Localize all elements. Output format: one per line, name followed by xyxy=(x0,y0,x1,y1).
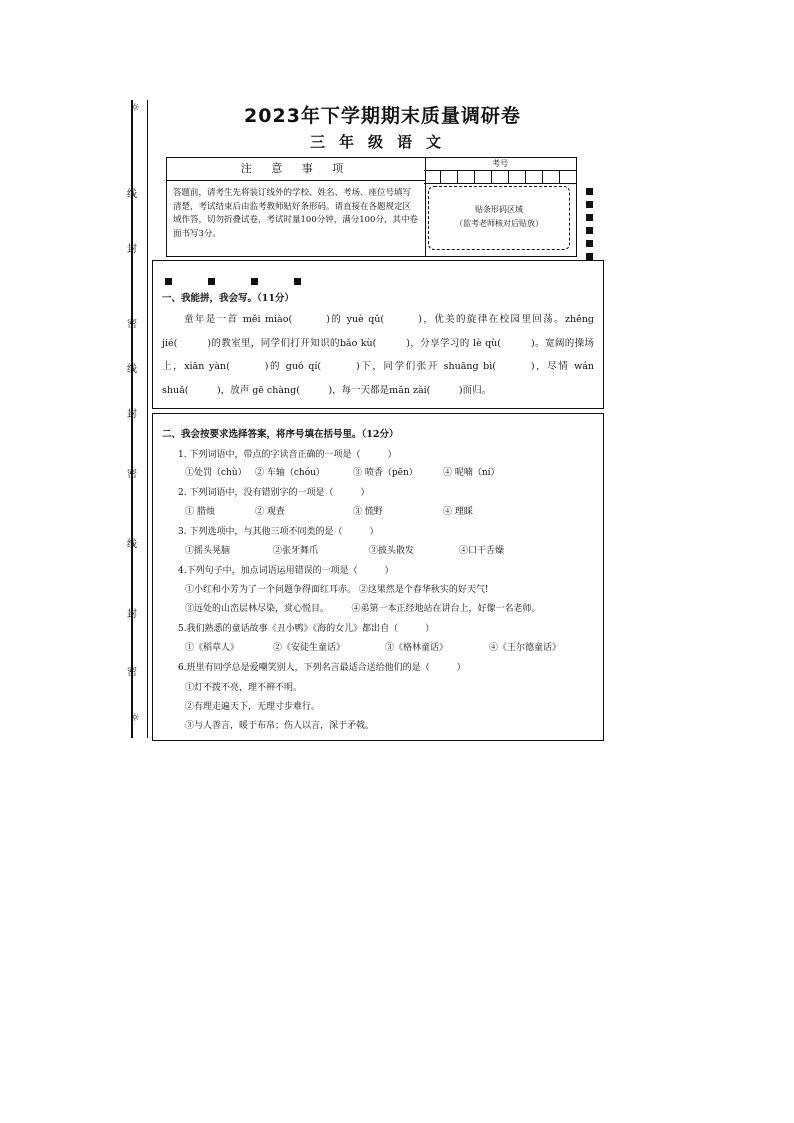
question-1-options xyxy=(185,465,500,478)
question-4: 4.下列句子中，加点词语运用错误的一项是（ ） xyxy=(178,566,394,576)
option: ②《安徒生童话》 xyxy=(273,643,346,653)
margin-label: 封 xyxy=(127,609,137,620)
question-6: 6.班里有同学总是爱嘲笑别人，下列名言最适合送给他们的是（ ） xyxy=(178,663,466,673)
option: ③《格林童话》 xyxy=(385,643,449,653)
notice-heading: 注 意 事 项 xyxy=(167,158,425,181)
option: ② 观查 xyxy=(255,507,285,517)
exam-id-box xyxy=(424,157,577,257)
margin-label: 线 xyxy=(127,539,137,550)
barcode-area xyxy=(428,186,570,250)
barcode-note: （监考老师核对后贴放） xyxy=(455,219,543,228)
margin-label: 密 xyxy=(127,319,137,330)
notice-box xyxy=(166,157,426,257)
question-3-options xyxy=(185,543,504,556)
option: ③ 慌野 xyxy=(353,507,383,517)
margin-label: 线 xyxy=(127,189,137,200)
option: ②张牙舞爪 xyxy=(273,546,319,556)
question-5-options xyxy=(185,640,561,653)
binding-margin xyxy=(124,100,154,738)
option: ①摇头晃脑 xyxy=(185,546,231,556)
option: ① 腊烛 xyxy=(185,507,215,517)
question-4-options-a: ①小红和小芳为了一个问题争得面红耳赤。 ②这果然是个春华秋实的好天气! xyxy=(185,585,489,595)
option: ④ 呢喃（ní） xyxy=(443,468,500,478)
question-6-option: ③与人善言，暖于布帛；伤人以言，深于矛戟。 xyxy=(185,721,375,731)
option: ② 车轴（chóu） xyxy=(255,468,325,478)
option: ④口干舌燥 xyxy=(459,546,505,556)
section-1 xyxy=(152,260,604,409)
margin-label: 密 xyxy=(127,469,137,480)
option: ③披头散发 xyxy=(369,546,415,556)
section-1-passage xyxy=(162,308,594,402)
option: ④ 理睬 xyxy=(443,507,473,517)
exam-title: 2023年下学期期末质量调研卷 xyxy=(244,105,521,127)
section-1-title: 一、我能拼，我会写。（11分） xyxy=(162,293,294,304)
alignment-marks-top xyxy=(165,270,337,289)
star-icon: ☼ xyxy=(130,711,140,724)
margin-label: 密 xyxy=(127,667,137,678)
notice-text: 答题前，请考生先将装订线外的学校、姓名、考场、座位号填写清楚，考试结束后由监考教师贴好条形码。请直接在各题规定区域作答，切勿折叠试卷，考试时量100分钟，满分100分，其中卷面书写3分。 xyxy=(173,188,418,239)
margin-label: 线 xyxy=(127,364,137,375)
star-icon: ☼ xyxy=(130,101,140,114)
alignment-marks xyxy=(586,188,594,266)
question-2-options xyxy=(185,504,473,517)
question-5: 5.我们熟悉的童话故事《丑小鸭》《海的女儿》都出自（ ） xyxy=(178,624,435,634)
exam-id-label: 考号 xyxy=(424,158,576,171)
question-6-option: ②有理走遍天下，无理寸步难行。 xyxy=(185,702,321,712)
barcode-label: 贴条形码区域 xyxy=(475,205,523,214)
section-2 xyxy=(152,413,604,741)
question-4-options-b: ③远处的山峦层林尽染，赏心悦目。 ④弟第一本正经地站在讲台上，好像一名老师。 xyxy=(185,604,541,614)
option: ①处罚（chù） xyxy=(185,468,247,478)
option: ④《王尔德童话》 xyxy=(489,643,562,653)
pinyin-passage[interactable]: 童年是一首 měi miào( )的 yuè qǔ( )，优美的旋律在校园里回荡。zhěng jié( )的教室里，同学们打开知识的bǎo kù( )，分享学习的 lè qù( )。宽阔的操场上，xiān yàn( )的 guó qí( )下，同学们张开 shuāng bì( )，尽情 wán shuǎ( )，放声 gē chàng( )，每一天都是mǎn zài( )而归。 xyxy=(162,314,594,396)
margin-label: 封 xyxy=(127,244,137,255)
question-3: 3. 下列选项中，与其他三项不同类的是（ ） xyxy=(178,527,379,537)
question-6-option: ①灯不拨不亮，理不辨不明。 xyxy=(185,683,303,693)
margin-label: 封 xyxy=(127,409,137,420)
exam-id-cells[interactable] xyxy=(424,171,576,184)
exam-subtitle: 三年级语文 xyxy=(309,133,455,151)
section-2-title: 二、我会按要求选择答案，将序号填在括号里。（12分） xyxy=(162,429,399,440)
option: ③ 喷香（pēn） xyxy=(353,468,418,478)
question-1: 1. 下列词语中，带点的字读音正确的一项是（ ） xyxy=(178,450,397,460)
option: ①《稻草人》 xyxy=(185,643,240,653)
question-2: 2. 下列词语中，没有错别字的一项是（ ） xyxy=(178,488,370,498)
